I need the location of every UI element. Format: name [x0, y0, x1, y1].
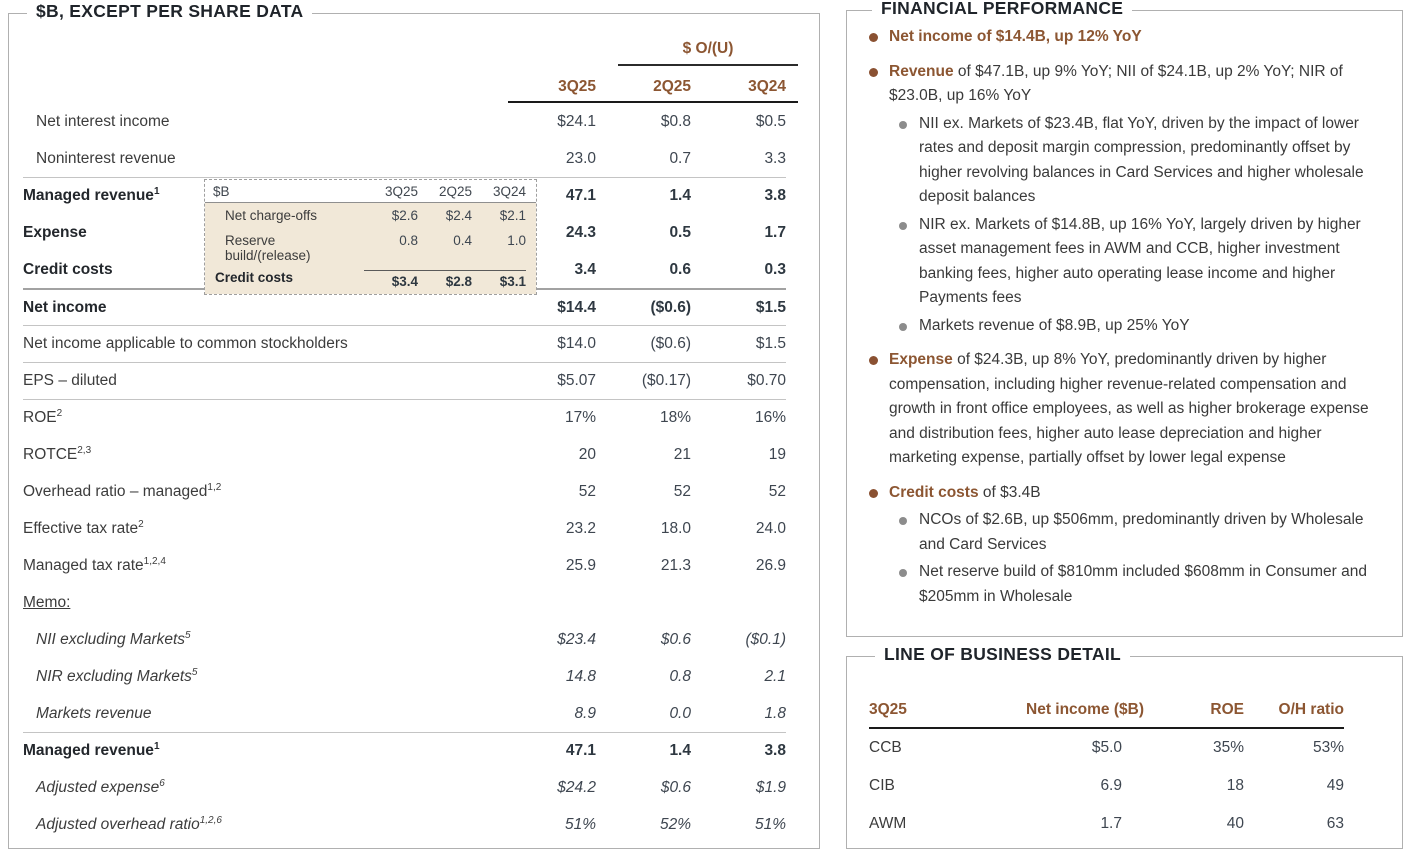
bullet-lead-text: Net income of $14.4B, up 12% YoY	[889, 28, 1142, 45]
bullet-item	[897, 560, 1390, 609]
bullet-icon	[869, 489, 878, 498]
inset-row-label: Reserve build/(release)	[225, 233, 311, 263]
footnote-superscript: 2,3	[77, 444, 92, 456]
row-label: NIR excluding Markets$^5$	[36, 666, 198, 685]
table-row	[23, 658, 786, 695]
lob-column-3q25: 3Q25	[869, 701, 907, 718]
bullet-item	[867, 481, 1390, 506]
bullet-icon	[869, 68, 878, 77]
inset-value-3q25: $2.6	[391, 208, 418, 223]
value-3q24: 0.3	[764, 260, 786, 278]
value-3q24: $0.70	[747, 372, 786, 389]
value-3q24: 52	[768, 482, 786, 500]
value-3q25: $14.0	[557, 335, 596, 352]
value-3q25: 23.0	[565, 149, 596, 167]
lob-segment: CIB	[869, 777, 895, 794]
footnote-superscript: 1,2	[207, 481, 222, 493]
value-2q25: 18.0	[660, 519, 691, 537]
lob-table-row	[869, 767, 1344, 805]
inset-table-row	[205, 228, 536, 268]
row-label: Adjusted expense$^6$	[36, 777, 165, 796]
inset-table-row	[205, 203, 536, 228]
lob-column-net-income: Net income ($B)	[1026, 701, 1144, 718]
row-label: Memo:	[23, 593, 71, 611]
value-3q25: $5.07	[557, 372, 596, 389]
bullet-item	[867, 60, 1390, 109]
table-row	[23, 732, 786, 769]
row-label: ROTCE$^{2,3}$	[23, 444, 92, 463]
value-3q25: $24.1	[557, 112, 596, 130]
lob-rows	[869, 729, 1344, 843]
value-3q24: 2.1	[764, 667, 786, 685]
lob-segment: AWM	[869, 815, 907, 832]
row-label: ROE$^2$	[23, 407, 63, 426]
bullet-item	[867, 348, 1390, 471]
value-2q25: 0.5	[669, 223, 691, 241]
bullet-body-text: NCOs of $2.6B, up $506mm, predominantly driven by Wholesale and Card Services	[919, 511, 1364, 553]
footnote-superscript: 5	[191, 666, 198, 678]
footnote-superscript: 2	[56, 407, 63, 419]
lob-roe: 35%	[1212, 739, 1244, 756]
value-2q25: 0.6	[669, 260, 691, 278]
bullet-icon	[899, 121, 907, 129]
column-header-3q24: 3Q24	[748, 78, 786, 95]
financial-summary-title: $B, EXCEPT PER SHARE DATA	[27, 1, 312, 22]
lob-oh-ratio: 49	[1326, 777, 1344, 794]
value-2q25: 52%	[659, 815, 691, 833]
value-3q25: 14.8	[565, 667, 596, 685]
column-header-row	[23, 66, 786, 103]
bullet-icon	[899, 222, 907, 230]
value-3q25: 47.1	[565, 742, 596, 759]
table-row	[23, 362, 786, 399]
lob-table-row	[869, 805, 1344, 843]
table-row	[23, 584, 786, 621]
bullet-body-text: NIR ex. Markets of $14.8B, up 16% YoY, largely driven by higher asset management fees in AWM and CCB, higher investment banking fees, higher auto operating lease income and higher Payments fees	[919, 215, 1361, 306]
inset-row-label: Credit costs	[215, 270, 294, 285]
table-row	[23, 547, 786, 584]
row-label: Credit costs	[23, 260, 113, 278]
table-row	[23, 325, 786, 362]
inset-column-3q24: 3Q24	[492, 184, 526, 199]
value-3q24: $0.5	[755, 112, 786, 130]
lob-column-roe: ROE	[1210, 701, 1244, 718]
value-3q25: 17%	[564, 409, 596, 426]
bullet-icon	[869, 356, 878, 365]
value-3q25: 3.4	[574, 260, 596, 278]
lob-oh-ratio: 63	[1326, 815, 1344, 832]
value-3q24: 3.8	[764, 742, 786, 759]
column-header-2q25: 2Q25	[653, 78, 691, 95]
bullet-lead-text: Revenue	[889, 62, 954, 80]
value-3q25: 20	[578, 445, 596, 463]
table-row	[23, 510, 786, 547]
value-3q24: 51%	[754, 815, 786, 833]
inset-column-3q25: 3Q25	[384, 184, 418, 199]
credit-costs-inset-table	[204, 179, 537, 295]
value-2q25: 0.0	[669, 704, 691, 722]
table-row	[23, 621, 786, 658]
value-2q25: $0.8	[660, 112, 691, 130]
table-row	[23, 103, 786, 140]
value-3q24: 16%	[754, 409, 786, 426]
value-2q25: 21.3	[660, 556, 691, 574]
row-label: Noninterest revenue	[36, 149, 176, 167]
value-3q24: 24.0	[755, 519, 786, 537]
value-3q24: 1.8	[764, 704, 786, 722]
financial-performance-title: FINANCIAL PERFORMANCE	[872, 0, 1132, 19]
table-row	[23, 436, 786, 473]
value-3q24: ($0.1)	[745, 630, 786, 648]
bullet-icon	[869, 33, 878, 42]
table-row	[23, 140, 786, 177]
value-2q25: 0.7	[669, 149, 691, 167]
financial-summary-table	[9, 14, 819, 848]
footnote-superscript: 1	[153, 740, 160, 752]
row-label: NII excluding Markets$^5$	[36, 629, 191, 648]
inset-value-3q24: $3.1	[472, 270, 526, 289]
inset-table-row	[205, 268, 536, 294]
lob-header-row	[869, 701, 1344, 729]
value-3q25: 8.9	[574, 704, 596, 722]
lob-segment: CCB	[869, 739, 902, 756]
value-3q24: 26.9	[755, 556, 786, 574]
footnote-superscript: 6	[159, 777, 165, 789]
value-2q25: ($0.6)	[650, 335, 691, 352]
lob-net-income: $5.0	[1091, 739, 1122, 756]
bullet-body-text: of $24.3B, up 8% YoY, predominantly driven by higher compensation, including higher revenue-related compensation and growth in front office employees, as well as higher brokerage expense and distribution fees, higher auto lease depreciation and higher marketing expense, partially offset by lower legal expense	[889, 351, 1369, 466]
value-2q25: 1.4	[669, 187, 691, 204]
column-header-3q25: 3Q25	[558, 78, 596, 95]
table-row	[23, 399, 786, 436]
value-3q25: $23.4	[557, 630, 596, 648]
inset-corner-label: $B	[213, 184, 230, 199]
row-label: EPS – diluted	[23, 372, 117, 389]
value-3q25: 24.3	[565, 223, 596, 241]
inset-header-row	[205, 180, 536, 203]
value-2q25: $0.6	[660, 778, 691, 796]
bullet-lead-text: Expense	[889, 351, 953, 368]
over-under-header: $ O/(U)	[618, 40, 798, 66]
inset-body	[205, 203, 536, 294]
value-3q24: 3.3	[764, 149, 786, 167]
value-3q24: 19	[768, 445, 786, 463]
bullet-item	[897, 213, 1390, 311]
inset-value-3q24: $2.1	[499, 208, 526, 223]
lob-oh-ratio: 53%	[1312, 739, 1344, 756]
lob-column-oh-ratio: O/H ratio	[1278, 701, 1344, 718]
value-3q25: 23.2	[565, 519, 596, 537]
bullet-body-text: of $47.1B, up 9% YoY; NII of $24.1B, up 2% YoY; NIR of $23.0B, up 16% YoY	[889, 62, 1343, 104]
inset-value-2q25: 0.4	[453, 233, 472, 248]
value-2q25: 0.8	[669, 667, 691, 685]
bullet-icon	[899, 323, 907, 331]
row-label: Managed revenue$^1$	[23, 740, 160, 759]
inset-value-3q25: 0.8	[399, 233, 418, 248]
over-under-header-row	[23, 40, 786, 66]
inset-value-3q25: $3.4	[364, 270, 418, 289]
bullet-icon	[899, 517, 907, 525]
value-3q25: 52	[578, 482, 596, 500]
financial-performance-panel	[846, 0, 1403, 637]
inset-column-2q25: 2Q25	[438, 184, 472, 199]
lob-net-income: 1.7	[1100, 815, 1122, 832]
row-label: Net income	[23, 298, 107, 316]
value-3q25: $24.2	[557, 778, 596, 796]
value-2q25: 1.4	[669, 742, 691, 759]
footnote-superscript: 5	[185, 629, 191, 641]
inset-value-2q25: $2.8	[418, 270, 472, 289]
table-row	[23, 769, 786, 806]
line-of-business-panel	[846, 644, 1403, 849]
inset-value-3q24: 1.0	[507, 233, 526, 248]
footnote-superscript: 1,2,4	[143, 555, 166, 567]
footnote-superscript: 1,2,6	[199, 814, 222, 826]
row-label: Expense	[23, 223, 87, 241]
row-label: Adjusted overhead ratio$^{1,2,6}$	[36, 814, 222, 833]
value-2q25: ($0.17)	[641, 372, 691, 389]
inset-value-2q25: $2.4	[445, 208, 472, 223]
bullet-item	[897, 508, 1390, 557]
value-2q25: 18%	[659, 409, 691, 426]
value-3q25: 51%	[564, 815, 596, 833]
value-3q24: 3.8	[764, 187, 786, 204]
value-2q25: ($0.6)	[650, 298, 691, 316]
row-label: Net interest income	[36, 112, 170, 130]
bullet-icon	[899, 569, 907, 577]
financial-summary-panel	[8, 1, 820, 849]
bullet-item	[897, 314, 1390, 339]
value-3q25: 47.1	[565, 187, 596, 204]
row-label: Net income applicable to common stockholders	[23, 335, 348, 352]
row-label: Effective tax rate$^2$	[23, 518, 144, 537]
bullet-lead-text: Credit costs	[889, 483, 979, 501]
financial-performance-bullets	[847, 25, 1402, 609]
footnote-superscript: 2	[138, 518, 144, 530]
bullet-item	[897, 112, 1390, 210]
row-label: Overhead ratio – managed$^{1,2}$	[23, 481, 222, 500]
value-3q24: 1.7	[764, 223, 786, 241]
value-3q24: $1.9	[755, 778, 786, 796]
value-2q25: 21	[673, 445, 691, 463]
inset-row-label: Net charge-offs	[225, 208, 318, 223]
footnote-superscript: 1	[153, 185, 160, 197]
table-row	[23, 806, 786, 843]
table-row	[23, 473, 786, 510]
bullet-body-text: Markets revenue of $8.9B, up 25% YoY	[919, 316, 1190, 334]
lob-table-row	[869, 729, 1344, 767]
line-of-business-table	[869, 701, 1344, 843]
lob-net-income: 6.9	[1100, 777, 1122, 794]
value-3q24: $1.5	[755, 298, 786, 316]
row-label: Managed revenue$^1$	[23, 185, 160, 204]
lob-roe: 40	[1226, 815, 1244, 832]
bullet-body-text: Net reserve build of $810mm included $608mm in Consumer and $205mm in Wholesale	[919, 563, 1368, 605]
lob-roe: 18	[1226, 777, 1244, 794]
value-3q25: 25.9	[565, 556, 596, 574]
line-of-business-title: LINE OF BUSINESS DETAIL	[875, 644, 1130, 665]
value-2q25: $0.6	[660, 630, 691, 648]
bullet-item	[867, 25, 1390, 50]
bullet-body-text: of $3.4B	[978, 483, 1041, 501]
row-label: Markets revenue	[36, 704, 152, 722]
value-2q25: 52	[673, 482, 691, 500]
value-3q25: $14.4	[557, 298, 596, 316]
value-3q24: $1.5	[755, 335, 786, 352]
bullet-body-text: NII ex. Markets of $23.4B, flat YoY, driven by the impact of lower rates and deposit margin compression, predominantly offset by higher revolving balances in Card Services and higher wholesale deposit balances	[919, 114, 1364, 205]
row-label: Managed tax rate$^{1,2,4}$	[23, 555, 166, 574]
table-row	[23, 695, 786, 732]
